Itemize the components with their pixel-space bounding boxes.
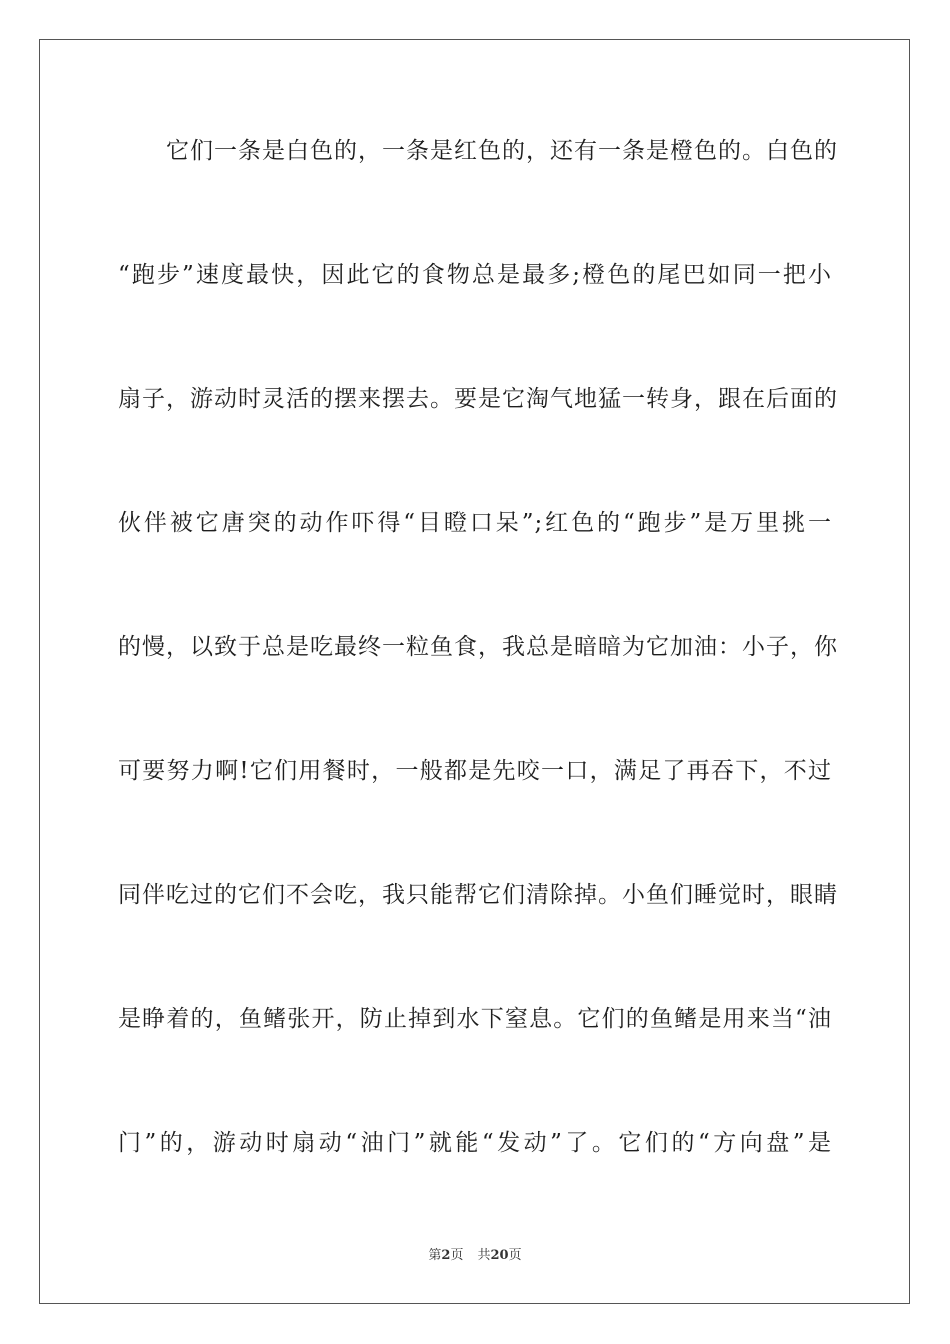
page-border xyxy=(39,39,910,1304)
paragraph-line-5: 的慢，以致于总是吃最终一粒鱼食，我总是暗暗为它加油：小子，你 xyxy=(118,634,838,660)
page-suffix: 页 xyxy=(450,1248,464,1263)
paragraph-line-9: 门”的，游动时扇动“油门”就能“发动”了。它们的“方向盘”是 xyxy=(118,1130,832,1156)
page-prefix: 第 xyxy=(428,1248,442,1263)
paragraph-line-8: 是睁着的，鱼鳍张开，防止掉到水下窒息。它们的鱼鳍是用来当“油 xyxy=(118,1006,832,1032)
total-pages: 20 xyxy=(490,1248,509,1263)
paragraph-line-1: 它们一条是白色的，一条是红色的，还有一条是橙色的。白色的 xyxy=(166,138,838,164)
total-prefix: 共 xyxy=(477,1248,491,1263)
paragraph-line-3: 扇子，游动时灵活的摆来摆去。要是它淘气地猛一转身，跟在后面的 xyxy=(118,386,838,412)
paragraph-line-2: “跑步”速度最快，因此它的食物总是最多;橙色的尾巴如同一把小 xyxy=(118,262,832,288)
paragraph-line-4: 伙伴被它唐突的动作吓得“目瞪口呆”;红色的“跑步”是万里挑一 xyxy=(118,510,832,536)
paragraph-line-7: 同伴吃过的它们不会吃，我只能帮它们清除掉。小鱼们睡觉时，眼睛 xyxy=(118,882,838,908)
page-footer xyxy=(0,1247,950,1265)
page-number: 2 xyxy=(441,1248,451,1263)
total-suffix: 页 xyxy=(508,1248,522,1263)
paragraph-line-6: 可要努力啊!它们用餐时，一般都是先咬一口，满足了再吞下，不过 xyxy=(118,758,832,784)
